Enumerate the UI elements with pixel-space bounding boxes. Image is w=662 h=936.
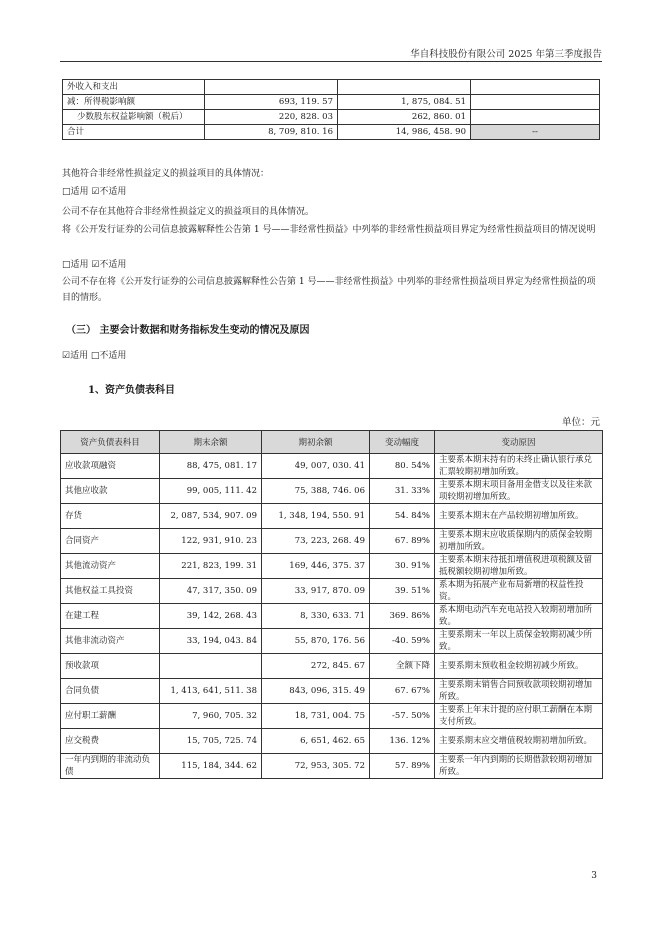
change-rate: 39. 51%: [370, 579, 435, 604]
note-cell: --: [471, 125, 600, 140]
begin-balance: 75, 388, 746. 06: [262, 479, 370, 504]
begin-balance: 169, 446, 375. 37: [262, 554, 370, 579]
paragraph-no-other-items: 公司不存在其他符合非经常性损益定义的损益项目的具体情况。: [62, 207, 315, 217]
change-rate: -57. 50%: [370, 704, 435, 729]
begin-balance: 1, 348, 194, 550. 91: [262, 504, 370, 529]
end-balance: 15, 705, 725. 74: [160, 729, 262, 754]
change-rate: 57. 89%: [370, 754, 435, 779]
column-header: 期末余额: [160, 431, 262, 454]
item-name: 其他流动资产: [61, 554, 160, 579]
item-name: 其他权益工具投资: [61, 579, 160, 604]
item-name: 合同负债: [61, 679, 160, 704]
change-reason: 主要系期末应交增值税较期初增加所致。: [435, 729, 603, 754]
begin-balance: 272, 845. 67: [262, 654, 370, 679]
change-reason: 主要系本期末应收质保期内的质保金较期初增加所致。: [435, 529, 603, 554]
table-row: [61, 579, 603, 604]
item-name: 应交税费: [61, 729, 160, 754]
item-name: 合同资产: [61, 529, 160, 554]
end-balance: 122, 931, 910. 23: [160, 529, 262, 554]
table-row: [63, 110, 600, 125]
item-name: 一年内到期的非流动负债: [61, 754, 160, 779]
table-row: [61, 479, 603, 504]
section-heading: （三） 主要会计数据和财务指标发生变动的情况及原因: [66, 325, 310, 336]
item-name: 存货: [61, 504, 160, 529]
item-name: 应付职工薪酬: [61, 704, 160, 729]
end-balance: 221, 823, 199. 31: [160, 554, 262, 579]
paragraph-no-classification: 公司不存在将《公开发行证券的公司信息披露解释性公告第 1 号——非经常性损益》中列举的非经常性损益项目界定为经常性损益的项目的情形。: [62, 277, 596, 303]
ytd-value: 262, 860. 01: [338, 110, 471, 125]
change-rate: 67. 89%: [370, 529, 435, 554]
item-name: 其他非流动资产: [61, 629, 160, 654]
applicability-check: □适用 ☑不适用: [62, 187, 127, 197]
table-row: [63, 125, 600, 140]
end-balance: 88, 475, 081. 17: [160, 454, 262, 479]
end-balance: 1, 413, 641, 511. 38: [160, 679, 262, 704]
change-rate: 54. 84%: [370, 504, 435, 529]
change-rate: 30. 91%: [370, 554, 435, 579]
subsection-heading: 1、资产负债表科目: [88, 385, 175, 396]
begin-balance: 18, 731, 004. 75: [262, 704, 370, 729]
table-row: [63, 80, 600, 95]
end-balance: 7, 960, 705. 32: [160, 704, 262, 729]
table-row: [61, 654, 603, 679]
change-reason: 主要系上年末计提的应付职工薪酬在本期支付所致。: [435, 704, 603, 729]
table-row: [61, 729, 603, 754]
current-period-value: 220, 828. 03: [205, 110, 338, 125]
change-reason: 主要系本期末在产品较期初增加所致。: [435, 504, 603, 529]
ytd-value: 14, 986, 458. 90: [338, 125, 471, 140]
column-header: 资产负债表科目: [61, 431, 160, 454]
begin-balance: 843, 096, 315. 49: [262, 679, 370, 704]
change-reason: 系本期为拓展产业布局新增的权益性投资。: [435, 579, 603, 604]
row-label: 少数股东权益影响额（税后）: [63, 110, 205, 125]
applicability-check: □适用 ☑不适用: [62, 260, 127, 270]
current-period-value: [205, 80, 338, 95]
balance-sheet-changes-table: [60, 430, 603, 779]
note-cell: [471, 95, 600, 110]
begin-balance: 49, 007, 030. 41: [262, 454, 370, 479]
table-row: [61, 604, 603, 629]
change-reason: 主要系本期末项目备用金借支以及往来款项较期初增加所致。: [435, 479, 603, 504]
table-row: [61, 454, 603, 479]
change-rate: 136. 12%: [370, 729, 435, 754]
begin-balance: 8, 330, 633. 71: [262, 604, 370, 629]
ytd-value: [338, 80, 471, 95]
page-number: 3: [591, 871, 597, 881]
change-reason: 主要系本期末待抵扣增值税进项税额及留抵税额较期初增加所致。: [435, 554, 603, 579]
begin-balance: 73, 223, 268. 49: [262, 529, 370, 554]
table-row: [61, 554, 603, 579]
report-header-title: 华自科技股份有限公司 2025 年第三季度报告: [410, 49, 602, 60]
change-rate: 369. 86%: [370, 604, 435, 629]
row-label: 合计: [63, 125, 205, 140]
table-row: [61, 704, 603, 729]
change-rate: 全额下降: [370, 654, 435, 679]
change-reason: 主要系期末一年以上质保金较期初减少所致。: [435, 629, 603, 654]
table-row: [61, 529, 603, 554]
paragraph-other-items: 其他符合非经常性损益定义的损益项目的具体情况：: [62, 169, 270, 179]
header-divider: [60, 61, 602, 62]
change-rate: 31. 33%: [370, 479, 435, 504]
change-reason: 主要系期末预收租金较期初减少所致。: [435, 654, 603, 679]
table-row: [61, 629, 603, 654]
item-name: 应收款项融资: [61, 454, 160, 479]
end-balance: 47, 317, 350. 09: [160, 579, 262, 604]
row-label: 外收入和支出: [63, 80, 205, 95]
change-reason: 主要系期末销售合同预收款项较期初增加所致。: [435, 679, 603, 704]
column-header: 变动原因: [435, 431, 603, 454]
item-name: 在建工程: [61, 604, 160, 629]
table-row: [61, 679, 603, 704]
end-balance: 39, 142, 268. 43: [160, 604, 262, 629]
paragraph-classification-note: 将《公开发行证券的公司信息披露解释性公告第 1 号——非经常性损益》中列举的非经常性损益项目界定为经常性损益项目的情况说明: [62, 225, 596, 235]
note-cell: [471, 80, 600, 95]
table-header-row: [61, 431, 603, 454]
begin-balance: 33, 917, 870. 09: [262, 579, 370, 604]
end-balance: 2, 087, 534, 907. 09: [160, 504, 262, 529]
change-reason: 主要系一年内到期的长期借款较期初增加所致。: [435, 754, 603, 779]
change-reason: 主要系本期末持有的未终止确认银行承兑汇票较期初增加所致。: [435, 454, 603, 479]
row-label: 减：所得税影响额: [63, 95, 205, 110]
current-period-value: 693, 119. 57: [205, 95, 338, 110]
ytd-value: 1, 875, 084. 51: [338, 95, 471, 110]
change-rate: 80. 54%: [370, 454, 435, 479]
current-period-value: 8, 709, 810. 16: [205, 125, 338, 140]
table-row: [63, 95, 600, 110]
end-balance: 115, 184, 344. 62: [160, 754, 262, 779]
change-rate: -40. 59%: [370, 629, 435, 654]
end-balance: [160, 654, 262, 679]
table-row: [61, 504, 603, 529]
note-cell: [471, 110, 600, 125]
table-row: [61, 754, 603, 779]
non-recurring-items-table: [62, 79, 600, 140]
end-balance: 99, 005, 111. 42: [160, 479, 262, 504]
begin-balance: 72, 953, 305. 72: [262, 754, 370, 779]
applicability-check: ☑适用 □不适用: [62, 351, 127, 361]
unit-label: 单位：元: [561, 417, 600, 428]
begin-balance: 55, 870, 176. 56: [262, 629, 370, 654]
change-reason: 系本期电动汽车充电站投入较期初增加所致。: [435, 604, 603, 629]
column-header: 变动幅度: [370, 431, 435, 454]
item-name: 预收款项: [61, 654, 160, 679]
item-name: 其他应收款: [61, 479, 160, 504]
end-balance: 33, 194, 043. 84: [160, 629, 262, 654]
column-header: 期初余额: [262, 431, 370, 454]
change-rate: 67. 67%: [370, 679, 435, 704]
begin-balance: 6, 651, 462. 65: [262, 729, 370, 754]
